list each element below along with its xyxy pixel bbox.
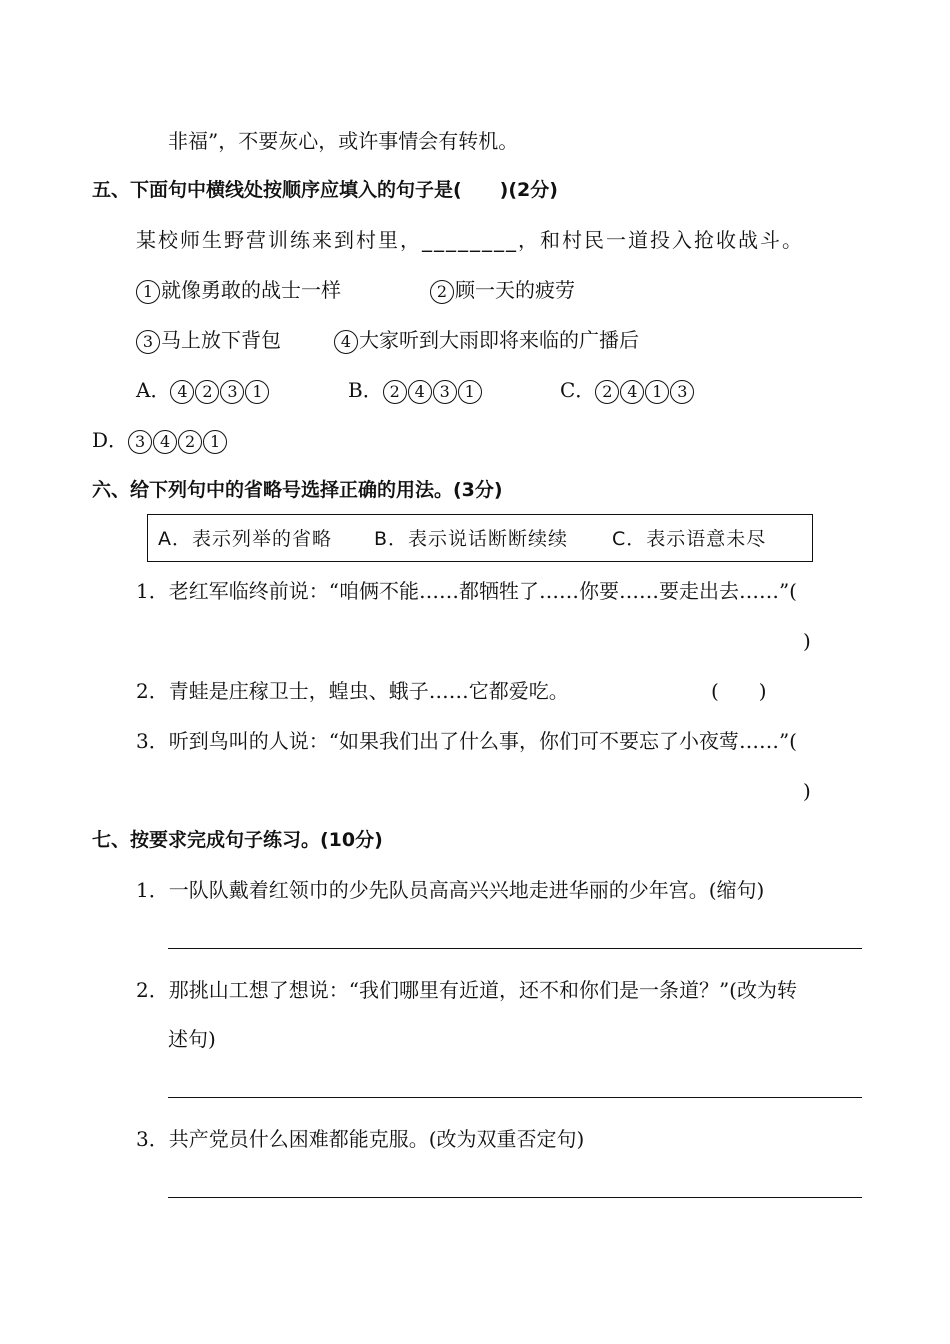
circled-number: 2 <box>195 380 219 404</box>
q7-item-2-cont: 述句) <box>168 1027 216 1051</box>
q6-title: 六、给下列句中的省略号选择正确的用法。(3分) <box>92 479 503 501</box>
q5-item-text: 大家听到大雨即将来临的广播后 <box>359 328 639 352</box>
q7-item-3: 3．共产党员什么困难都能克服。(改为双重否定句) <box>136 1127 585 1151</box>
q5-option-c <box>560 376 695 404</box>
q7-title: 七、按要求完成句子练习。(10分) <box>92 829 383 851</box>
option-label: B． <box>348 378 383 402</box>
q5-item-2 <box>430 276 575 304</box>
circled-number: 4 <box>153 430 177 454</box>
circled-number: 4 <box>334 330 358 354</box>
q5-item-text: 马上放下背包 <box>161 328 281 352</box>
q6-choice-b: B．表示说话断断续续 <box>374 528 569 550</box>
circled-number: 3 <box>136 330 160 354</box>
q5-item-3 <box>136 326 281 354</box>
circled-number: 1 <box>203 430 227 454</box>
circled-number: 4 <box>170 380 194 404</box>
option-label: C． <box>560 378 596 402</box>
q6-choice-c: C．表示语意未尽 <box>612 528 767 550</box>
q5-option-d <box>92 426 228 454</box>
q5-item-text: 就像勇敢的战士一样 <box>161 278 341 302</box>
circled-number: 3 <box>433 380 457 404</box>
q7-item-1: 1．一队队戴着红领巾的少先队员高高兴兴地走进华丽的少年宫。(缩句) <box>136 878 765 902</box>
circled-number: 2 <box>383 380 407 404</box>
circled-number: 1 <box>136 280 160 304</box>
circled-number: 1 <box>458 380 482 404</box>
q6-choices-box <box>147 514 813 562</box>
continuation-text: 非福”，不要灰心，或许事情会有转机。 <box>168 129 519 153</box>
answer-line[interactable] <box>168 1097 862 1098</box>
q6-item-2-bracket[interactable]: ( ) <box>711 679 767 703</box>
circled-number: 4 <box>408 380 432 404</box>
q6-item-3: 3．听到鸟叫的人说：“如果我们出了什么事，你们可不要忘了小夜莺……”( <box>136 729 797 753</box>
q6-item-1: 1．老红军临终前说：“咱俩不能……都牺牲了……你要……要走出去……”( <box>136 579 797 603</box>
circled-number: 3 <box>670 380 694 404</box>
circled-number: 2 <box>178 430 202 454</box>
q5-item-4 <box>334 326 639 354</box>
q5-title: 五、下面句中横线处按顺序应填入的句子是( )(2分) <box>92 179 558 201</box>
option-label: D． <box>92 428 129 452</box>
circled-number: 1 <box>245 380 269 404</box>
q5-option-b <box>348 376 483 404</box>
q5-option-a <box>136 376 270 404</box>
q5-item-1 <box>136 276 341 304</box>
q5-sentence: 某校师生野营训练来到村里，________，和村民一道投入抢收战斗。 <box>136 228 804 252</box>
q6-choice-a: A．表示列举的省略 <box>158 528 332 550</box>
q6-item-1-close: ) <box>803 629 811 653</box>
q6-item-3-close: ) <box>803 779 811 803</box>
option-label: A． <box>136 378 171 402</box>
answer-line[interactable] <box>168 1197 862 1198</box>
q5-item-text: 顾一天的疲劳 <box>455 278 575 302</box>
circled-number: 2 <box>595 380 619 404</box>
q6-item-2: 2．青蛙是庄稼卫士，蝗虫、蛾子……它都爱吃。 <box>136 679 569 703</box>
q7-item-2: 2．那挑山工想了想说：“我们哪里有近道，还不和你们是一条道？”(改为转 <box>136 978 797 1002</box>
circled-number: 3 <box>220 380 244 404</box>
circled-number: 1 <box>645 380 669 404</box>
circled-number: 3 <box>128 430 152 454</box>
circled-number: 2 <box>430 280 454 304</box>
answer-line[interactable] <box>168 948 862 949</box>
circled-number: 4 <box>620 380 644 404</box>
